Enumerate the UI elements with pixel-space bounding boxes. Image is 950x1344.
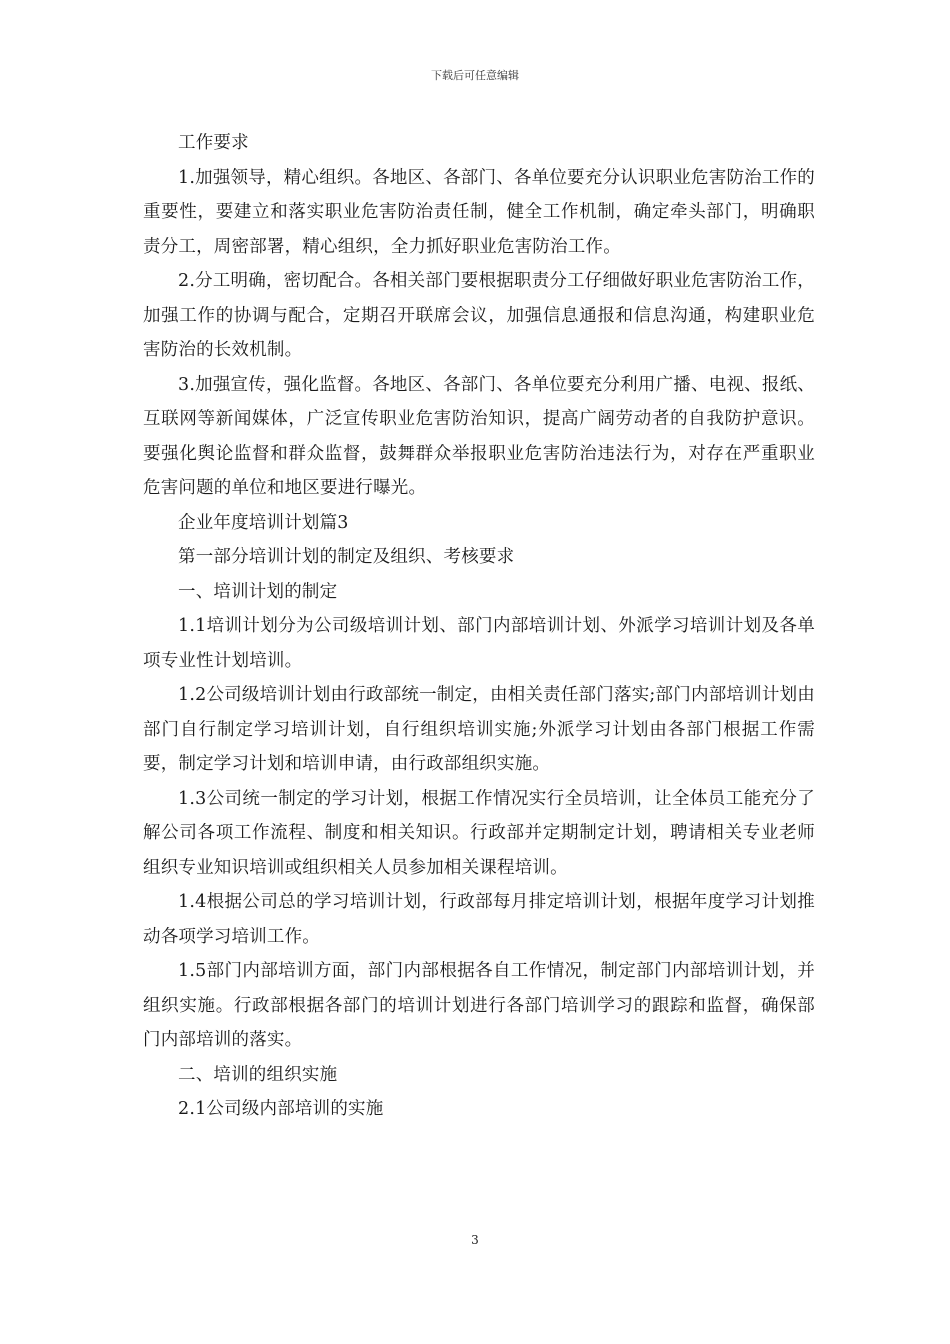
paragraph-1-1: 1.1培训计划分为公司级培训计划、部门内部培训计划、外派学习培训计划及各单项专业性计划培训。 (143, 616, 815, 671)
part-one-heading: 第一部分培训计划的制定及组织、考核要求 (178, 547, 515, 567)
section-title-plan-3: 企业年度培训计划篇3 (178, 512, 349, 533)
paragraph-1-4: 1.4根据公司总的学习培训计划，行政部每月排定培训计划，根据年度学习计划推动各项学习培训工作。 (143, 892, 815, 947)
page-number: 3 (471, 1233, 479, 1247)
document-body (143, 126, 815, 1127)
subsection-heading-1: 一、培训计划的制定 (178, 581, 338, 602)
subsection-heading-2: 二、培训的组织实施 (178, 1064, 338, 1085)
paragraph-2-1: 2.1公司级内部培训的实施 (178, 1099, 384, 1119)
paragraph-1-3: 1.3公司统一制定的学习计划，根据工作情况实行全员培训，让全体员工能充分了解公司各项工作流程、制度和相关知识。行政部并定期制定计划，聘请相关专业老师组织专业知识培训或组织相关人员参加相关课程培训。 (143, 788, 815, 878)
paragraph-requirement-1: 1.加强领导，精心组织。各地区、各部门、各单位要充分认识职业危害防治工作的重要性，要建立和落实职业危害防治责任制，健全工作机制，确定牵头部门，明确职责分工，周密部署，精心组织，全力抓好职业危害防治工作。 (143, 167, 815, 257)
paragraph-requirement-3: 3.加强宣传，强化监督。各地区、各部门、各单位要充分利用广播、电视、报纸、互联网等新闻媒体，广泛宣传职业危害防治知识，提高广阔劳动者的自我防护意识。要强化舆论监督和群众监督，鼓舞群众举报职业危害防治违法行为，对存在严重职业危害问题的单位和地区要进行曝光。 (143, 374, 815, 498)
paragraph-1-2: 1.2公司级培训计划由行政部统一制定，由相关责任部门落实;部门内部培训计划由部门自行制定学习培训计划，自行组织培训实施;外派学习计划由各部门根据工作需要，制定学习计划和培训申请，由行政部组织实施。 (143, 685, 815, 774)
page-header: 下载后可任意编辑 (431, 69, 519, 82)
paragraph-requirement-2: 2.分工明确，密切配合。各相关部门要根据职责分工仔细做好职业危害防治工作，加强工作的协调与配合，定期召开联席会议，加强信息通报和信息沟通，构建职业危害防治的长效机制。 (143, 271, 815, 360)
section-heading-work-requirements: 工作要求 (178, 133, 249, 153)
paragraph-1-5: 1.5部门内部培训方面，部门内部根据各自工作情况，制定部门内部培训计划，并组织实施。行政部根据各部门的培训计划进行各部门培训学习的跟踪和监督，确保部门内部培训的落实。 (143, 961, 815, 1050)
